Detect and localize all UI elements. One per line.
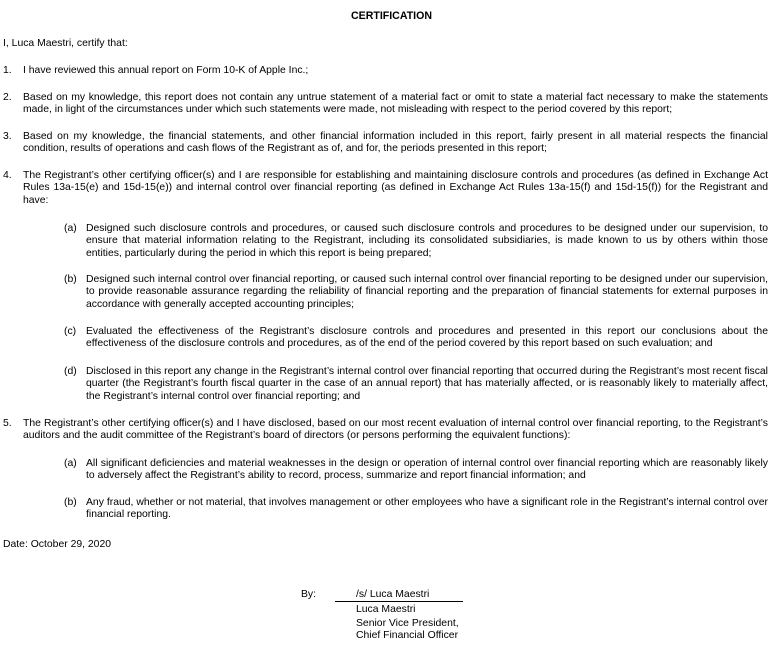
signature-line xyxy=(335,601,463,602)
subitem-text: Designed such internal control over financial reporting, or caused such internal control over financial reporting to be designed under our supervision, to provide reasonable assurance regarding the reliability of financial reporting and the preparation of financial statements for external purposes in accordance with generally accepted accounting principles; xyxy=(86,274,768,310)
document-title: CERTIFICATION xyxy=(350,10,432,22)
certification-item-5 xyxy=(3,418,768,443)
item-text: Based on my knowledge, this report does not contain any untrue statement of a material fact or omit to state a material fact necessary to make the statements made, in light of the circumstances under which such statements were made, not misleading with respect to the period covered by this report; xyxy=(23,92,768,116)
signature-by-label: By: xyxy=(301,589,317,600)
item-5-subitem-b xyxy=(64,497,768,522)
item-4-subitem-d xyxy=(64,366,768,403)
subitem-text: Evaluated the effectiveness of the Registrant’s disclosure controls and procedures and presented in this report our conclusions about the effectiveness of the disclosure controls and procedures, as of the end of the period covered by this report based on such evaluation; and xyxy=(86,326,768,350)
item-text: Based on my knowledge, the financial statements, and other financial information included in this report, fairly present in all material respects the financial condition, results of operations and cash flows of the Registrant as of, and for, the periods presented in this report; xyxy=(23,131,768,155)
item-4-subitem-a xyxy=(64,223,768,260)
subitem-text: All significant deficiencies and material weaknesses in the design or operation of internal control over financial reporting which are reasonably likely to adversely affect the Registrant’s ability to record, process, summarize and report financial information; and xyxy=(86,458,768,482)
subitem-label: (a) xyxy=(64,223,77,234)
subitem-label: (b) xyxy=(64,274,77,285)
item-4-subitem-c xyxy=(64,326,768,351)
item-number: 3. xyxy=(3,131,12,142)
signer-title-line-1: Senior Vice President, xyxy=(356,618,459,629)
subitem-text: Disclosed in this report any change in the Registrant’s internal control over financial reporting that occurred during the Registrant’s most recent fiscal quarter (the Registrant’s fourth fiscal quarter in the case of an annual report) that has materially affected, or is reasonably likely to materially affect, the Registrant’s internal control over financial reporting; and xyxy=(86,366,768,402)
subitem-label: (c) xyxy=(64,326,77,337)
signer-name: Luca Maestri xyxy=(356,604,416,615)
item-text: The Registrant’s other certifying officer(s) and I are responsible for establishing and maintaining disclosure controls and procedures (as defined in Exchange Act Rules 13a-15(e) and 15d-15(e)) and internal control over financial reporting (as defined in Exchange Act Rules 13a-15(f) and 15d-15(f)) for the Registrant and have: xyxy=(23,170,768,206)
signer-title-line-2: Chief Financial Officer xyxy=(356,630,459,641)
intro-statement: I, Luca Maestri, certify that: xyxy=(3,38,128,49)
subitem-text: Any fraud, whether or not material, that involves management or other employees who have a significant role in the Registrant’s internal control over financial reporting. xyxy=(86,497,768,521)
subitem-label: (a) xyxy=(64,458,77,469)
subitem-label: (d) xyxy=(64,366,77,377)
certification-item-4 xyxy=(3,170,768,207)
item-text: I have reviewed this annual report on Form 10-K of Apple Inc.; xyxy=(23,65,309,76)
certification-item-3 xyxy=(3,131,768,156)
item-number: 2. xyxy=(3,92,12,103)
subitem-label: (b) xyxy=(64,497,77,508)
item-4-subitem-b xyxy=(64,274,768,311)
item-text: The Registrant’s other certifying officer(s) and I have disclosed, based on our most recent evaluation of internal control over financial reporting, to the Registrant’s auditors and the audit committee of the Registrant’s board of directors (or persons performing the equivalent functions): xyxy=(23,418,768,442)
certification-date: Date: October 29, 2020 xyxy=(3,539,112,550)
item-number: 4. xyxy=(3,170,12,181)
certification-item-2 xyxy=(3,92,768,117)
item-number: 5. xyxy=(3,418,12,429)
item-5-subitem-a xyxy=(64,458,768,483)
certification-item-1 xyxy=(3,65,768,77)
item-number: 1. xyxy=(3,65,12,76)
signature-conformed: /s/ Luca Maestri xyxy=(356,589,430,600)
subitem-text: Designed such disclosure controls and procedures, or caused such disclosure controls and procedures to be designed under our supervision, to ensure that material information relating to the Registrant, including its consolidated subsidiaries, is made known to us by others within those entities, particularly during the period in which this report is being prepared; xyxy=(86,223,768,259)
